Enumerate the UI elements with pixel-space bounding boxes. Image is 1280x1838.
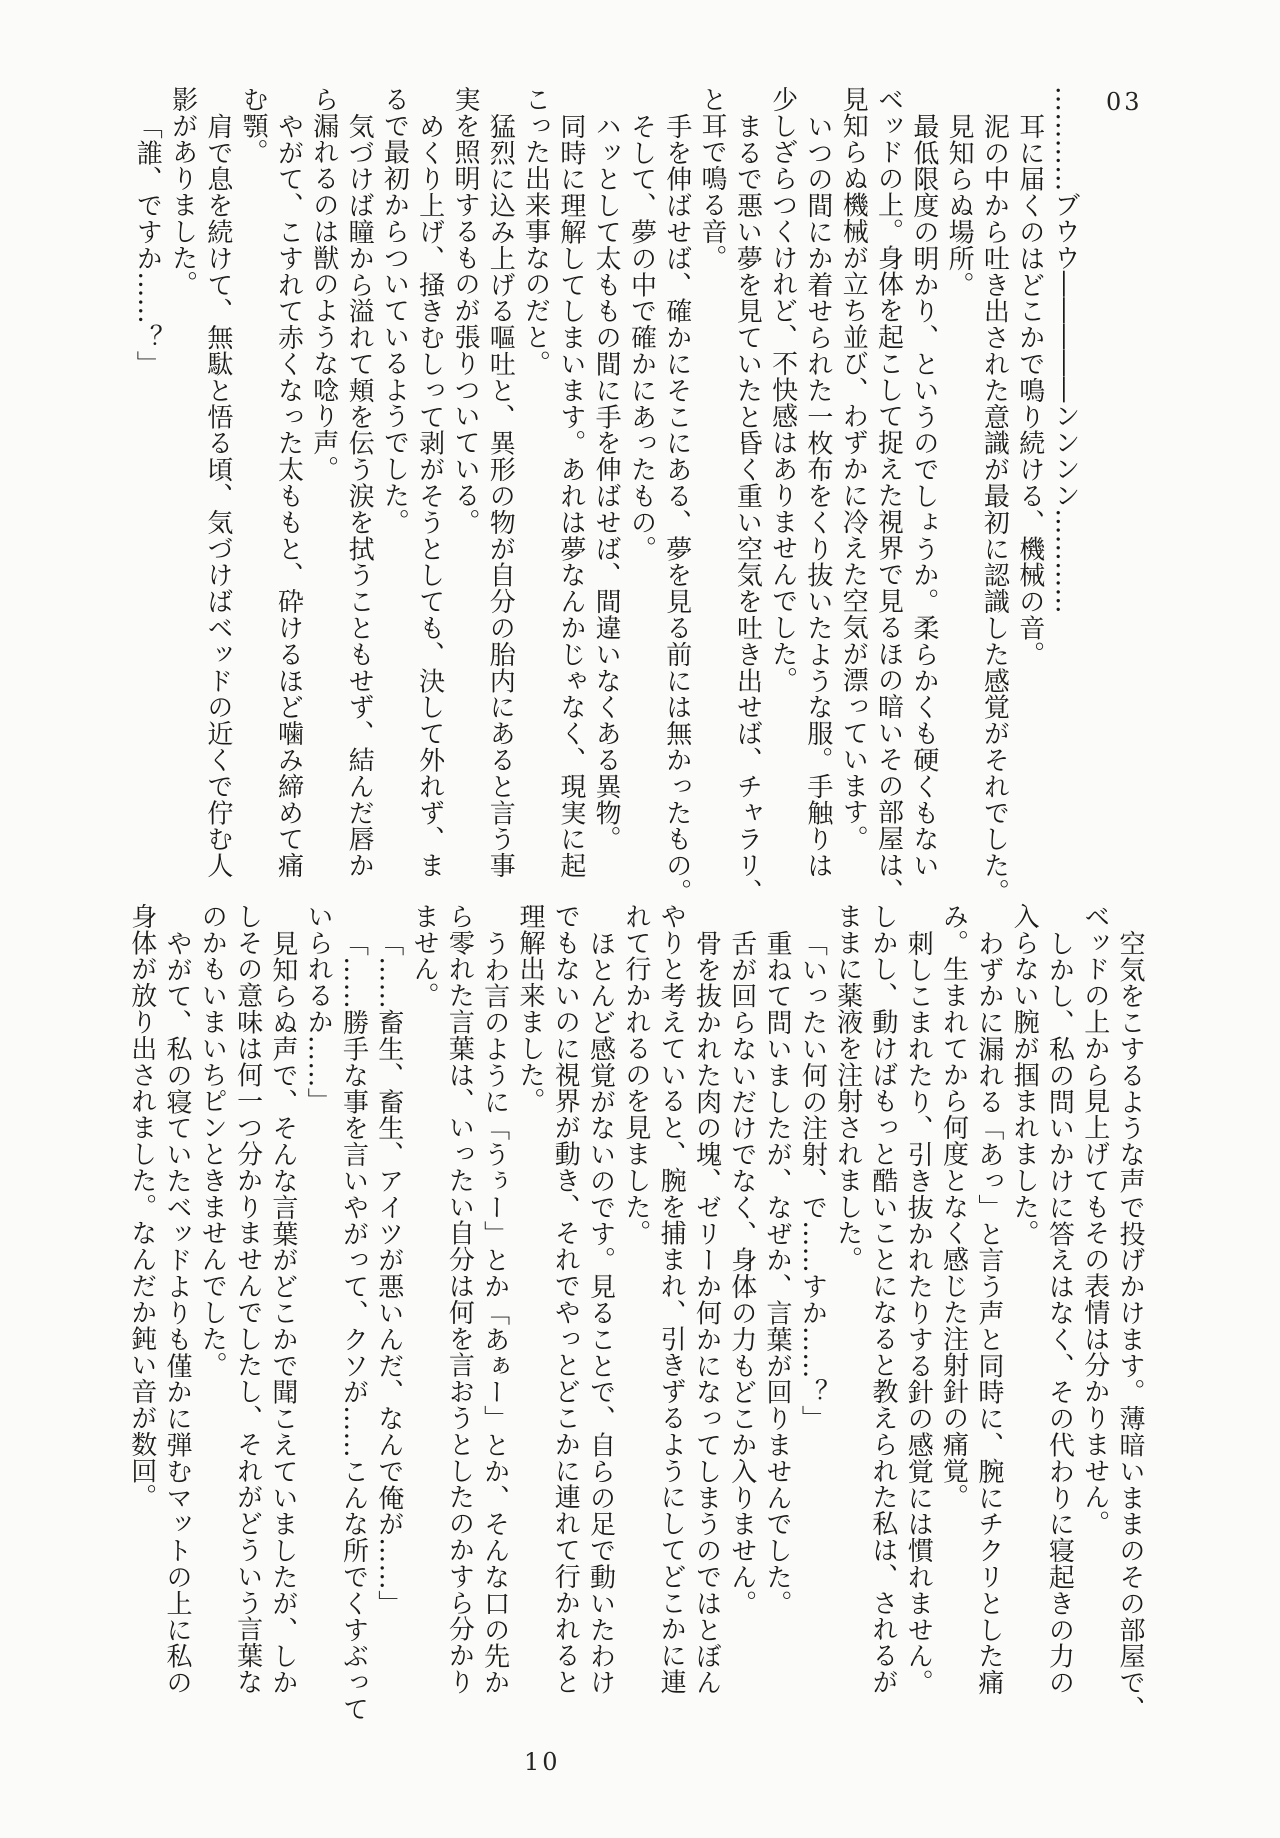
text-column: 理解出来ました。 <box>514 903 545 1115</box>
text-column: …………ブウウ―――――ンンンン………… <box>1050 86 1080 614</box>
text-column: こった出来事なのだと。 <box>520 86 551 377</box>
text-column: まるで悪い夢を見ていたと昏く重い空気を吐き出せば、チャラリ、 <box>732 113 763 905</box>
text-column: 「……勝手な事を言いやがって、クソが……こんな所でくすぶって <box>338 930 369 1722</box>
text-column: 実を照明するものが張りついている。 <box>449 86 480 535</box>
text-column: 気づけば瞳から溢れて頬を伝う涙を拭うこともせず、結んだ唇か <box>344 113 375 879</box>
text-column: 肩で息を続けて、無駄と悟る頃、気づけばベッドの近くで佇む人 <box>202 113 233 879</box>
text-column: 影がありました。 <box>167 86 198 298</box>
text-column: 手を伸ばせば、確かにそこにある、夢を見る前には無かったもの。 <box>661 113 692 905</box>
text-column: 「誰、ですか……？」 <box>132 113 163 377</box>
text-column: 少しざらつくけれど、不快感はありませんでした。 <box>767 86 798 694</box>
text-column: と耳で鳴る音。 <box>697 86 728 271</box>
text-column: 刺しこまれたり、引き抜かれたりする針の感覚には慣れません。 <box>903 930 934 1696</box>
text-column: 同時に理解してしまいます。あれは夢なんかじゃなく、現実に起 <box>555 113 586 879</box>
text-column: み。生まれてから何度となく感じた注射針の痛覚。 <box>938 903 969 1511</box>
text-column: しかし、私の問いかけに答えはなく、その代わりに寝起きの力の <box>1044 930 1075 1696</box>
text-column: 骨を抜かれた肉の塊、ゼリーか何かになってしまうのではとぼん <box>691 930 722 1696</box>
text-column: やがて、こすれて赤くなった太ももと、砕けるほど噛み締めて痛 <box>273 113 304 879</box>
text-column: ら零れた言葉は、いったい自分は何を言おうとしたのかすら分かり <box>444 903 475 1695</box>
text-column: しかし、動けばもっと酷いことになると教えられた私は、されるが <box>867 903 898 1695</box>
text-column: うわ言のように「うぅー」とか「あぁー」とか、そんな口の先か <box>479 930 510 1696</box>
text-column: いつの間にか着せられた一枚布をくり抜いたような服。手触りは <box>802 113 833 879</box>
text-column: めくり上げ、掻きむしって剥がそうとしても、決して外れず、ま <box>414 113 445 879</box>
text-column: 舌が回らないだけでなく、身体の力もどこか入りません。 <box>726 930 757 1617</box>
text-column: れて行かれるのを見ました。 <box>620 903 651 1247</box>
text-column: 空気をこするような声で投げかけます。薄暗いままのその部屋で、 <box>1115 930 1145 1722</box>
text-column: 見知らぬ場所。 <box>944 113 975 298</box>
text-column: ベッドの上から見上げてもその表情は分かりません。 <box>1079 903 1110 1537</box>
text-column: のかもいまいちピンときませんでした。 <box>197 903 228 1379</box>
page-number-top: 03 <box>1106 88 1143 116</box>
text-column: 「いったい何の注射、で……すか……？」 <box>797 930 828 1432</box>
text-column: 見知らぬ機械が立ち並び、わずかに冷えた空気が漂っています。 <box>838 86 869 852</box>
text-column: やりと考えていると、腕を捕まれ、引きずるようにしてどこかに連 <box>656 903 687 1695</box>
text-column: ら漏れるのは獣のような唸り声。 <box>308 86 339 482</box>
text-column: 見知らぬ声で、そんな言葉がどこかで聞こえていましたが、しか <box>267 930 298 1696</box>
text-column: 最低限度の明かり、というのでしょうか。柔らかくも硬くもない <box>908 113 939 879</box>
text-column: そして、夢の中で確かにあったもの。 <box>626 113 657 562</box>
text-column: 泥の中から吐き出された意識が最初に認識した感覚がそれでした。 <box>979 113 1010 905</box>
text-column: でもないのに視界が動き、それでやっとどこかに連れて行かれると <box>550 903 581 1695</box>
text-column: るで最初からついているようでした。 <box>379 86 410 535</box>
text-column: わずかに漏れる「あっ」と言う声と同時に、腕にチクリとした痛 <box>973 930 1004 1696</box>
text-column: 身体が放り出されました。なんだか鈍い音が数回。 <box>126 903 157 1511</box>
text-column: しその意味は何一つ分かりませんでしたし、それがどういう言葉な <box>232 903 263 1695</box>
text-column: ません。 <box>409 903 440 1009</box>
text-column: ほとんど感覚がないのです。見ることで、自らの足で動いたわけ <box>585 930 616 1696</box>
text-column: やがて、私の寝ていたベッドよりも僅かに弾むマットの上に私の <box>161 930 192 1696</box>
text-column: いられるか……」 <box>303 903 334 1115</box>
top-text-block <box>129 86 1082 906</box>
text-column: む顎。 <box>238 86 269 166</box>
text-column: ベッドの上。身体を起こして捉えた視界で見るほの暗いその部屋は、 <box>873 86 904 905</box>
bottom-text-block <box>123 903 1147 1723</box>
text-column: 重ねて問いましたが、なぜか、言葉が回りませんでした。 <box>762 930 793 1617</box>
page-number-bottom: 10 <box>524 1748 561 1776</box>
text-column: 入らない腕が掴まれました。 <box>1009 903 1040 1247</box>
text-column: 「……畜生、畜生、アイツが悪いんだ、なんで俺が……」 <box>373 930 404 1617</box>
text-column: 耳に届くのはどこかで鳴り続ける、機械の音。 <box>1014 113 1045 668</box>
text-column: ままに薬液を注射されました。 <box>832 903 863 1273</box>
text-column: ハッとして太ももの間に手を伸ばせば、間違いなくある異物。 <box>591 113 622 853</box>
text-column: 猛烈に込み上げる嘔吐と、異形の物が自分の胎内にあると言う事 <box>485 113 516 879</box>
